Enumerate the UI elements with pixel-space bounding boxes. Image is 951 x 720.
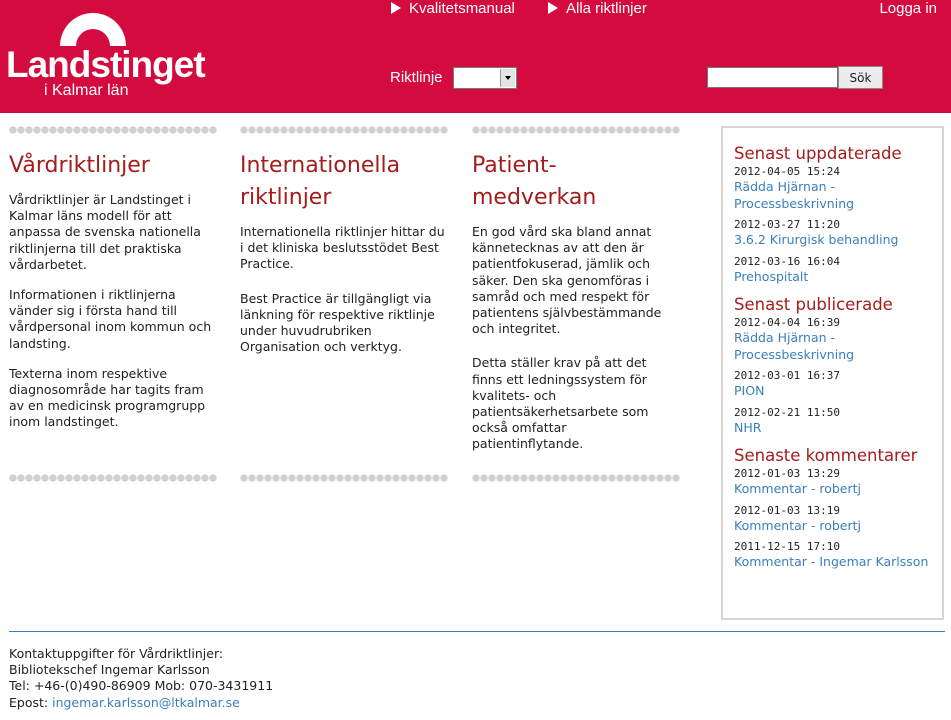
dotted-separator <box>9 126 217 134</box>
item-link[interactable]: Kommentar - Ingemar Karlsson <box>734 554 929 569</box>
footer-divider <box>9 631 945 632</box>
item-link[interactable]: Kommentar - robertj <box>734 517 861 533</box>
riktlinje-label: Riktlinje <box>390 69 443 86</box>
search-input[interactable] <box>707 67 838 88</box>
item-date: 2012-02-21 11:50 <box>734 405 840 419</box>
column-title: Internationella riktlinjer <box>240 153 401 210</box>
item-link[interactable]: Rädda Hjärnan - Processbeskrivning <box>734 179 855 211</box>
item-date: 2011-12-15 17:10 <box>734 540 840 553</box>
logo-name: Landstinget <box>6 44 205 85</box>
list-item <box>734 540 942 571</box>
sidebar-group-comments <box>734 445 942 571</box>
column-paragraph: Best Practice är tillgängligt via länkning för respektive riktlinje under huvudrubriken Organisation och verktyg. <box>240 290 435 355</box>
play-arrow-icon <box>548 2 558 14</box>
item-date: 2012-01-03 13:29 <box>734 467 840 480</box>
login-link[interactable]: Logga in <box>879 0 937 17</box>
nav-kvalitetsmanual[interactable] <box>391 0 515 17</box>
sidebar-recent <box>721 126 944 620</box>
list-item <box>734 504 942 535</box>
column-internationella <box>240 150 452 369</box>
column-paragraph: Internationella riktlinjer hittar du i det kliniska beslutsstödet Best Practice. <box>240 224 445 272</box>
item-link[interactable]: Rädda Hjärnan - Processbeskrivning <box>734 330 855 362</box>
nav-label: Kvalitetsmanual <box>409 0 515 17</box>
dropdown-arrow-icon[interactable] <box>500 69 515 87</box>
item-date: 2012-03-16 16:04 <box>734 254 840 268</box>
sidebar-heading: Senaste kommentarer <box>734 446 918 465</box>
footer-email-row <box>9 695 273 711</box>
list-item <box>734 316 942 363</box>
logo-subtitle: i Kalmar län <box>44 82 129 99</box>
dotted-separator <box>240 126 448 134</box>
footer-phone: Tel: +46-(0)490-86909 Mob: 070-3431911 <box>9 678 274 694</box>
list-item <box>734 218 942 249</box>
column-paragraph: En god vård ska bland annat kännetecknas av att den är patientfokuserad, jämlik och säker. Den ska genomföras i samråd och med respekt för patientens självbestämmande och integritet. <box>472 224 662 337</box>
column-patientmedverkan <box>472 150 667 467</box>
list-item <box>734 467 942 498</box>
header-bar <box>0 0 951 113</box>
column-paragraph: Informationen i riktlinjerna vänder sig i första hand till vårdpersonal inom kommun och landsting. <box>9 287 212 351</box>
footer-heading: Kontaktuppgifter för Vårdriktlinjer: <box>9 646 224 661</box>
column-vardriktlinjer <box>9 150 217 445</box>
list-item <box>734 369 942 400</box>
item-date: 2012-03-01 16:37 <box>734 369 840 382</box>
list-item <box>734 165 942 212</box>
column-title: Vårdriktlinjer <box>9 153 150 178</box>
dotted-separator <box>9 474 217 482</box>
item-link[interactable]: 3.6.2 Kirurgisk behandling <box>734 232 899 247</box>
footer-contact-name: Bibliotekschef Ingemar Karlsson <box>9 662 210 678</box>
list-item <box>734 255 942 286</box>
logo-arch-icon <box>56 4 130 48</box>
riktlinje-select[interactable] <box>453 67 517 89</box>
dotted-separator <box>472 126 680 134</box>
dotted-separator <box>240 474 448 482</box>
column-paragraph: Vårdriktlinjer är Landstinget i Kalmar läns modell för att anpassa de svenska nationella riktlinjerna till det praktiska vårdarbetet. <box>9 192 201 272</box>
sidebar-heading: Senast publicerade <box>734 295 893 314</box>
item-link[interactable]: NHR <box>734 419 762 435</box>
sidebar-heading: Senast uppdaterade <box>734 144 902 163</box>
footer-email-label: Epost: <box>9 694 49 710</box>
item-link[interactable]: Prehospitalt <box>734 268 809 284</box>
dotted-separator <box>472 474 680 482</box>
sidebar-group-updated <box>734 143 942 285</box>
nav-label: Alla riktlinjer <box>566 0 647 17</box>
item-date: 2012-03-27 11:20 <box>734 218 840 231</box>
column-title: Patient-medverkan <box>472 153 597 210</box>
item-date: 2012-04-04 16:39 <box>734 316 840 329</box>
column-paragraph: Texterna inom respektive diagnosområde har tagits fram av en medicinsk programgrupp inom landstinget. <box>9 365 206 430</box>
play-arrow-icon <box>391 2 401 14</box>
column-paragraph: Detta ställer krav på att det finns ett ledningssystem för kvalitets- och patientsäkerhetsarbete som också omfattar patientinflytande. <box>472 355 649 452</box>
nav-alla-riktlinjer[interactable] <box>548 0 647 17</box>
list-item <box>734 406 942 437</box>
sidebar-group-published <box>734 294 942 436</box>
item-date: 2012-04-05 15:24 <box>734 165 840 178</box>
search-button[interactable]: Sök <box>838 66 883 89</box>
footer-contact <box>9 646 273 711</box>
item-link[interactable]: PION <box>734 383 765 398</box>
footer-email-link[interactable]: ingemar.karlsson@ltkalmar.se <box>52 694 240 710</box>
landstinget-logo[interactable] <box>6 4 205 104</box>
item-link[interactable]: Kommentar - robertj <box>734 481 861 496</box>
item-date: 2012-01-03 13:19 <box>734 503 840 517</box>
